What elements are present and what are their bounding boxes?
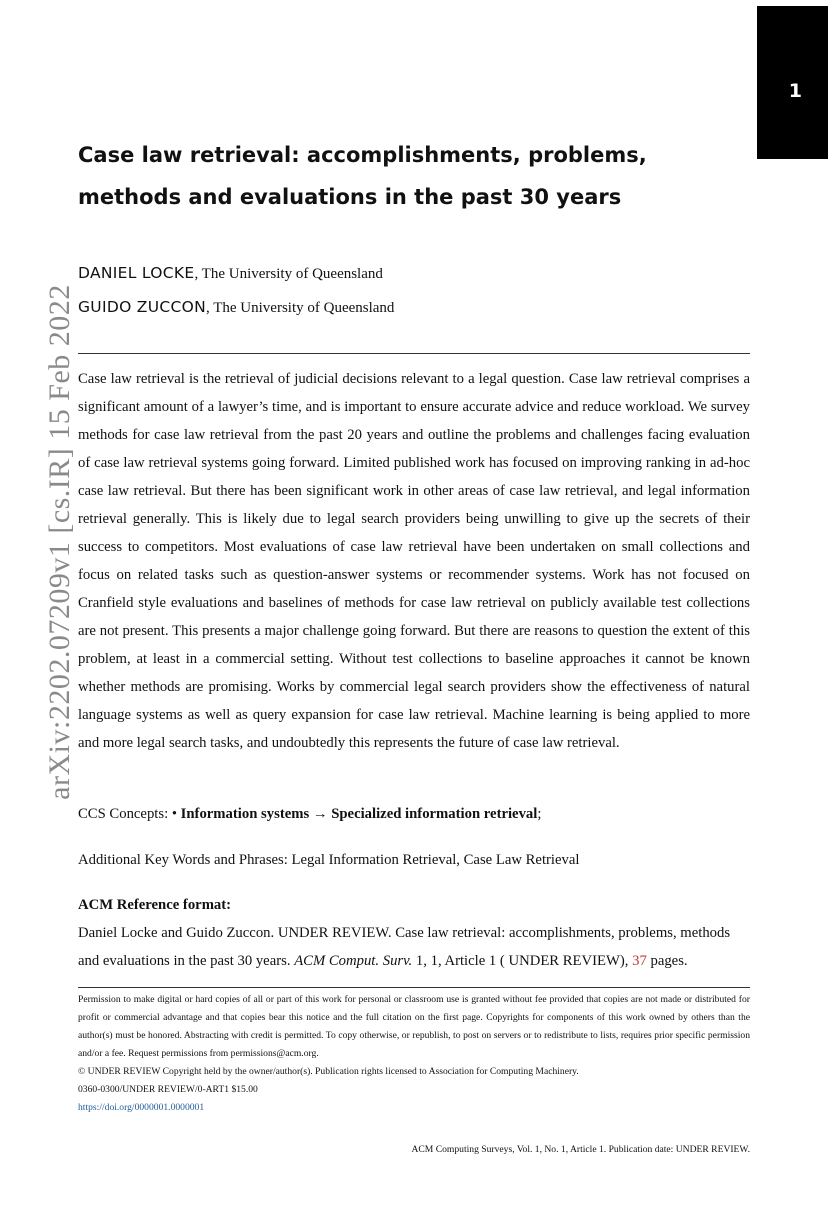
- ccs-term-1: Information systems: [180, 806, 310, 822]
- footnote-divider: [78, 987, 750, 988]
- author-name: GUIDO ZUCCON: [78, 298, 206, 316]
- arxiv-identifier: arXiv:2202.07209v1 [cs.IR] 15 Feb 2022: [43, 284, 76, 800]
- page-number-tab: [757, 6, 828, 159]
- author-affiliation: , The University of Queensland: [206, 300, 395, 316]
- ccs-concepts: [78, 800, 541, 828]
- issn-line: 0360-0300/UNDER REVIEW/0-ART1 $15.00: [78, 1084, 258, 1095]
- ccs-arrow: →: [309, 806, 332, 822]
- reference-text-end: pages.: [646, 953, 688, 969]
- copyright-notice: © UNDER REVIEW Copyright held by the owner/author(s). Publication rights licensed to Association for Computing Machinery.: [78, 1066, 579, 1077]
- reference-heading: ACM Reference format:: [78, 897, 232, 913]
- author-affiliation: , The University of Queensland: [194, 266, 383, 282]
- page-footer: ACM Computing Surveys, Vol. 1, No. 1, Article 1. Publication date: UNDER REVIEW.: [411, 1144, 750, 1155]
- reference-citation: [78, 919, 750, 975]
- abstract-divider: [78, 353, 750, 354]
- abstract: Case law retrieval is the retrieval of judicial decisions relevant to a legal question. Case law retrieval comprises a significant amount of a lawyer’s time, and is important to ensure accurate advice and reduce workload. We survey methods for case law retrieval from the past 20 years and outline the problems and challenges facing evaluation of case law retrieval systems going forward. Limited published work has focused on improving ranking in ad-hoc case law retrieval. But there has been significant work in other areas of case law retrieval, and legal information retrieval generally. This is likely due to legal search providers being unwilling to give up the secrets of their success to competitors. Most evaluations of case law retrieval have been undertaken on small collections and focus on related tasks such as question-answer systems or recommender systems. Work has not focused on Cranfield style evaluations and baselines of methods for case law retrieval on publicly available test collections are not present. This presents a major challenge going forward. But there are reasons to question the extent of this problem, at least in a commercial setting. Without test collections to baseline approaches it cannot be known whether methods are promising. Works by commercial legal search providers show the effectiveness of natural language systems as well as query expansion for case law retrieval. Machine learning is being applied to more and more legal search tasks, and undoubtedly this represents the future of case law retrieval.: [78, 371, 750, 751]
- author-2: [78, 291, 394, 325]
- ccs-term-2: Specialized information retrieval: [331, 806, 538, 822]
- ccs-prefix: CCS Concepts: •: [78, 806, 181, 822]
- reference-journal: ACM Comput. Surv.: [294, 953, 413, 969]
- reference-text-start: Daniel Locke and Guido Zuccon. UNDER REVIEW. Case law retrieval: accomplishments, problems, methods and evaluations in the past 30 years.: [78, 925, 731, 969]
- footnote: [78, 991, 750, 1117]
- reference-text-mid: 1, 1, Article 1 ( UNDER REVIEW),: [412, 953, 633, 969]
- paper-title: Case law retrieval: accomplishments, problems, methods and evaluations in the past 30 years: [78, 143, 647, 209]
- doi-link[interactable]: https://doi.org/0000001.0000001: [78, 1102, 205, 1113]
- keywords: Additional Key Words and Phrases: Legal Information Retrieval, Case Law Retrieval: [78, 852, 580, 868]
- page-count-link[interactable]: 37: [632, 953, 647, 969]
- author-list: [78, 257, 394, 325]
- permission-notice: Permission to make digital or hard copies of all or part of this work for personal or classroom use is granted without fee provided that copies are not made or distributed for profit or commercial advantage and that copies bear this notice and the full citation on the first page. Copyrights for components of this work owned by others than the author(s) must be honored. Abstracting with credit is permitted. To copy otherwise, or republish, to post on servers or to redistribute to lists, requires prior specific permission and/or a fee. Request permissions from permissions@acm.org.: [78, 994, 750, 1059]
- page-number: 1: [788, 80, 802, 102]
- author-name: DANIEL LOCKE: [78, 264, 195, 282]
- author-1: [78, 257, 394, 291]
- ccs-suffix: ;: [537, 806, 542, 822]
